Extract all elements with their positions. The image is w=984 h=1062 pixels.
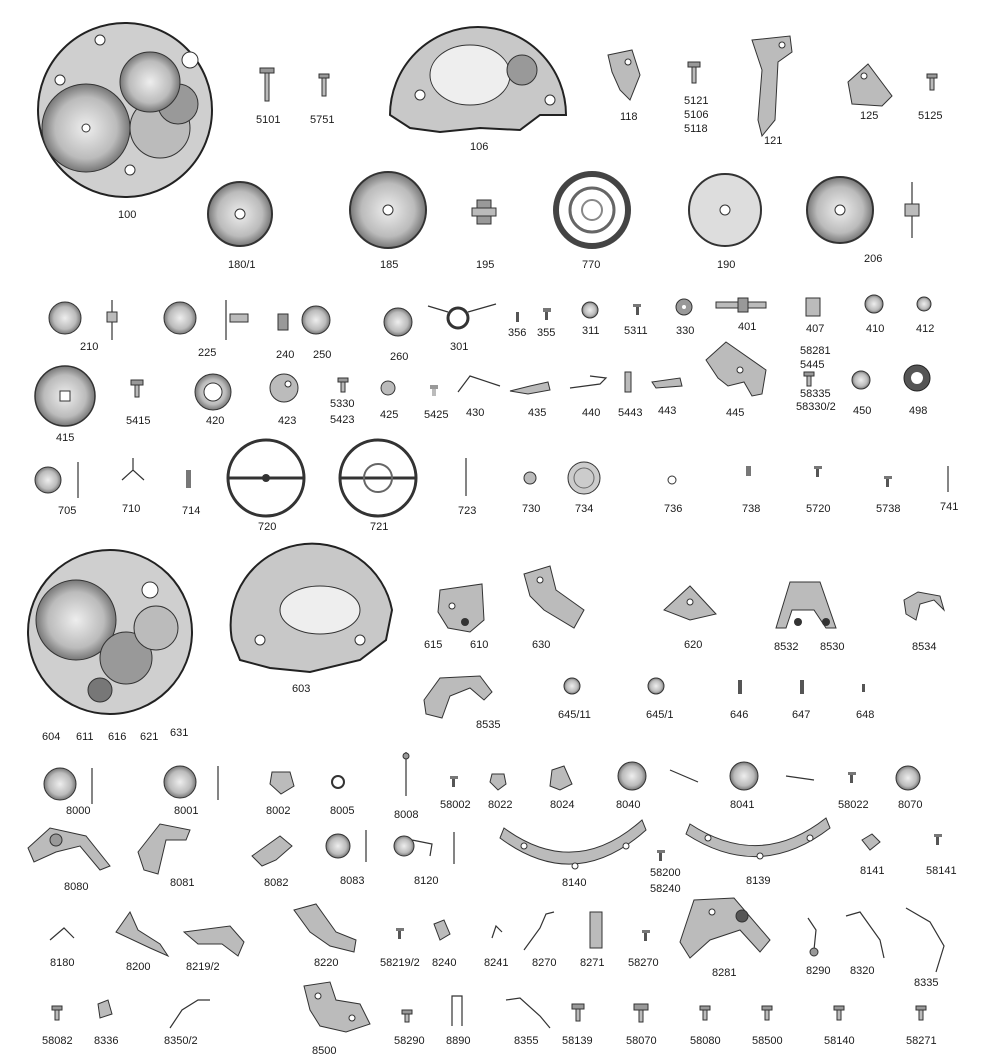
label-58271: 58271 — [906, 1035, 937, 1047]
part-710-pallet — [122, 458, 144, 480]
part-8080-lever — [28, 828, 110, 870]
part-705-escape-wheel — [35, 462, 78, 498]
label-8271: 8271 — [580, 957, 605, 969]
part-8336-plate — [98, 1000, 112, 1018]
label-58022: 58022 — [838, 799, 869, 811]
label-5106: 5106 — [684, 109, 709, 121]
label-58002: 58002 — [440, 799, 471, 811]
part-8001-wheel — [164, 766, 218, 800]
part-721-balance — [340, 440, 416, 516]
label-615: 615 — [424, 639, 443, 651]
label-498: 498 — [909, 405, 928, 417]
label-8532: 8532 — [774, 641, 799, 653]
label-260: 260 — [390, 351, 409, 363]
part-301-yoke — [428, 304, 496, 328]
label-8041: 8041 — [730, 799, 755, 811]
part-445-setting-lever — [706, 342, 766, 396]
part-498-ring — [904, 365, 930, 391]
part-5738-screw — [884, 476, 892, 487]
part-5311-screw — [633, 304, 641, 315]
label-8001: 8001 — [174, 805, 199, 817]
label-58270: 58270 — [628, 957, 659, 969]
label-410: 410 — [866, 323, 885, 335]
part-730-roller — [524, 472, 536, 484]
label-58500: 58500 — [752, 1035, 783, 1047]
label-631: 631 — [170, 727, 189, 739]
label-8200: 8200 — [126, 961, 151, 973]
part-734-hairspring — [568, 462, 600, 494]
label-210: 210 — [80, 341, 99, 353]
part-610-615-lever — [438, 584, 484, 632]
label-5330: 5330 — [330, 398, 355, 410]
label-616: 616 — [108, 731, 127, 743]
label-8141: 8141 — [860, 865, 885, 877]
part-8180-spring — [50, 928, 74, 940]
label-5423: 5423 — [330, 414, 355, 426]
part-5125-screw — [927, 74, 937, 90]
part-647-pin — [800, 680, 804, 694]
label-8530: 8530 — [820, 641, 845, 653]
part-8241-spring — [492, 926, 502, 938]
part-738-stud — [746, 466, 751, 476]
part-8240-click — [434, 920, 450, 940]
part-8350-2-spring — [170, 1000, 210, 1028]
part-5720-screw — [814, 466, 822, 477]
part-206-wheel — [807, 177, 919, 243]
part-195-arbor — [472, 200, 496, 224]
label-8180: 8180 — [50, 957, 75, 969]
part-603-chrono-bridge — [231, 544, 392, 672]
label-610: 610 — [470, 639, 489, 651]
label-8270: 8270 — [532, 957, 557, 969]
label-8281: 8281 — [712, 967, 737, 979]
label-8083: 8083 — [340, 875, 365, 887]
part-5425-screw — [430, 385, 438, 396]
part-356-pin — [516, 312, 519, 322]
label-648: 648 — [856, 709, 875, 721]
label-190: 190 — [717, 259, 736, 271]
label-450: 450 — [853, 405, 872, 417]
label-8000: 8000 — [66, 805, 91, 817]
part-412-wheel — [917, 297, 931, 311]
part-410-wheel — [865, 295, 883, 313]
label-8022: 8022 — [488, 799, 513, 811]
part-5101-screw — [260, 68, 274, 101]
part-8139-segment — [686, 818, 830, 859]
part-450-wheel — [852, 371, 870, 389]
part-630-lever — [524, 566, 584, 628]
part-430-spring — [458, 376, 500, 392]
label-412: 412 — [916, 323, 935, 335]
part-8000-wheel — [44, 768, 92, 804]
label-630: 630 — [532, 639, 551, 651]
label-440: 440 — [582, 407, 601, 419]
part-5751-screw — [319, 74, 329, 96]
label-8534: 8534 — [912, 641, 937, 653]
part-210-wheel — [49, 300, 117, 340]
label-710: 710 — [122, 503, 141, 515]
label-407: 407 — [806, 323, 825, 335]
label-58200: 58200 — [650, 867, 681, 879]
part-720-balance — [228, 440, 304, 516]
label-330: 330 — [676, 325, 695, 337]
part-58070-screw — [634, 1004, 648, 1022]
label-5443: 5443 — [618, 407, 643, 419]
part-58141-screw — [934, 834, 942, 845]
part-8530-bridge — [776, 582, 836, 628]
label-620: 620 — [684, 639, 703, 651]
label-730: 730 — [522, 503, 541, 515]
part-58002-screw — [450, 776, 458, 787]
part-5330-screw — [338, 378, 348, 392]
part-185-barrel — [350, 172, 426, 248]
part-8120-wheel — [394, 832, 454, 864]
label-355: 355 — [537, 327, 556, 339]
label-604: 604 — [42, 731, 61, 743]
part-118-lever — [608, 50, 640, 100]
part-8355-spring — [506, 998, 550, 1028]
label-714: 714 — [182, 505, 201, 517]
part-311-jewel — [582, 302, 598, 318]
part-8335-spring — [906, 908, 944, 972]
part-648-pin — [862, 684, 865, 692]
label-8355: 8355 — [514, 1035, 539, 1047]
label-8139: 8139 — [746, 875, 771, 887]
label-435: 435 — [528, 407, 547, 419]
part-5121-screw — [688, 62, 700, 83]
part-8022-heart — [490, 774, 506, 790]
label-250: 250 — [313, 349, 332, 361]
label-58330-2: 58330/2 — [796, 401, 836, 413]
label-58335: 58335 — [800, 388, 831, 400]
label-118: 118 — [620, 111, 638, 123]
label-58082: 58082 — [42, 1035, 73, 1047]
part-8271-lever — [590, 912, 602, 948]
part-8200-lever — [116, 912, 168, 956]
label-8290: 8290 — [806, 965, 831, 977]
part-125-click — [848, 64, 892, 106]
label-58219-2: 58219/2 — [380, 957, 420, 969]
part-420-wheel — [195, 374, 231, 410]
label-8120: 8120 — [414, 875, 439, 887]
part-58271-screw — [916, 1006, 926, 1020]
label-58290: 58290 — [394, 1035, 425, 1047]
label-705: 705 — [58, 505, 77, 517]
part-58270-screw — [642, 930, 650, 941]
part-8083-wheel — [326, 830, 366, 862]
label-603: 603 — [292, 683, 311, 695]
label-8535: 8535 — [476, 719, 501, 731]
part-58082-screw — [52, 1006, 62, 1020]
label-195: 195 — [476, 259, 495, 271]
label-121: 121 — [764, 135, 783, 147]
part-330-jewel — [676, 299, 692, 315]
label-58070: 58070 — [626, 1035, 657, 1047]
part-8008-staff — [403, 752, 409, 796]
part-423-wheel — [270, 374, 298, 402]
label-5101: 5101 — [256, 114, 281, 126]
part-646-pin — [738, 680, 742, 694]
label-445: 445 — [726, 407, 745, 419]
label-8500: 8500 — [312, 1045, 337, 1057]
label-356: 356 — [508, 327, 527, 339]
part-8081-lever — [138, 824, 190, 874]
label-423: 423 — [278, 415, 297, 427]
part-58022-screw — [848, 772, 856, 783]
label-8140: 8140 — [562, 877, 587, 889]
part-355-pin — [543, 308, 551, 320]
part-8141-click — [862, 834, 880, 850]
label-5118: 5118 — [684, 123, 708, 135]
part-620-lever — [664, 586, 716, 620]
part-100-main-plate — [38, 23, 212, 197]
label-5751: 5751 — [310, 114, 335, 126]
label-621: 621 — [140, 731, 159, 743]
label-125: 125 — [860, 110, 879, 122]
label-8040: 8040 — [616, 799, 641, 811]
part-8290-lever — [808, 918, 818, 956]
part-8024-heart — [550, 766, 572, 790]
part-106-bridge — [390, 27, 566, 132]
label-738: 738 — [742, 503, 761, 515]
label-58240: 58240 — [650, 883, 681, 895]
part-58500-screw — [762, 1006, 772, 1020]
label-8240: 8240 — [432, 957, 457, 969]
label-58139: 58139 — [562, 1035, 593, 1047]
label-770: 770 — [582, 259, 601, 271]
label-8220: 8220 — [314, 957, 339, 969]
label-8080: 8080 — [64, 881, 89, 893]
part-8070-wheel — [896, 766, 920, 790]
label-8081: 8081 — [170, 877, 195, 889]
label-225: 225 — [198, 347, 217, 359]
label-8336: 8336 — [94, 1035, 119, 1047]
label-8219-2: 8219/2 — [186, 961, 220, 973]
label-58080: 58080 — [690, 1035, 721, 1047]
label-401: 401 — [738, 321, 757, 333]
part-8041-wheel — [730, 762, 814, 790]
label-8082: 8082 — [264, 877, 289, 889]
part-58140-screw — [834, 1006, 844, 1020]
part-415-wheel — [35, 366, 95, 426]
label-5720: 5720 — [806, 503, 831, 515]
label-8890: 8890 — [446, 1035, 471, 1047]
label-443: 443 — [658, 405, 677, 417]
label-720: 720 — [258, 521, 277, 533]
label-5425: 5425 — [424, 409, 449, 421]
part-250-wheel — [302, 306, 330, 334]
part-225-wheel — [164, 300, 248, 340]
part-443-click — [652, 378, 682, 388]
label-5738: 5738 — [876, 503, 901, 515]
part-8890-clip — [452, 996, 462, 1026]
label-430: 430 — [466, 407, 485, 419]
label-58140: 58140 — [824, 1035, 855, 1047]
part-604-chrono-plate — [28, 550, 192, 714]
part-8281-bridge — [680, 898, 770, 958]
label-420: 420 — [206, 415, 225, 427]
label-723: 723 — [458, 505, 477, 517]
part-180-1-barrel — [208, 182, 272, 246]
part-5443-screw — [625, 372, 631, 392]
label-5311: 5311 — [624, 325, 648, 337]
label-58141: 58141 — [926, 865, 957, 877]
label-646: 646 — [730, 709, 749, 721]
part-714-pin — [186, 470, 191, 488]
part-435-lever — [510, 382, 550, 394]
part-121-lever — [752, 36, 792, 136]
label-311: 311 — [582, 325, 600, 337]
part-260-wheel — [384, 308, 412, 336]
part-401-stem — [716, 298, 766, 312]
label-741: 741 — [940, 501, 959, 513]
label-206: 206 — [864, 253, 883, 265]
part-736-collet — [668, 476, 676, 484]
part-770-mainspring — [556, 174, 628, 246]
label-180-1: 180/1 — [228, 259, 256, 271]
label-240: 240 — [276, 349, 295, 361]
label-736: 736 — [664, 503, 683, 515]
label-8005: 8005 — [330, 805, 355, 817]
part-8040-wheel — [618, 762, 698, 790]
part-58200-screw — [657, 850, 665, 861]
label-5445: 5445 — [800, 359, 825, 371]
part-8002-heart — [270, 772, 294, 794]
part-58139-screw — [572, 1004, 584, 1021]
part-8500-bridge — [304, 982, 370, 1032]
label-8070: 8070 — [898, 799, 923, 811]
label-611: 611 — [76, 731, 94, 743]
part-190-barrel-cover — [689, 174, 761, 246]
part-8270-spring — [524, 912, 554, 950]
part-425-jewel — [381, 381, 395, 395]
label-647: 647 — [792, 709, 811, 721]
label-645-11: 645/11 — [558, 709, 591, 721]
part-8320-spring — [846, 912, 884, 958]
part-8219-2-lever — [184, 926, 244, 956]
label-185: 185 — [380, 259, 399, 271]
part-5415-screw — [131, 380, 143, 397]
label-645-1: 645/1 — [646, 709, 674, 721]
label-8002: 8002 — [266, 805, 291, 817]
label-425: 425 — [380, 409, 399, 421]
label-8350-2: 8350/2 — [164, 1035, 198, 1047]
part-58290-screw — [402, 1010, 412, 1022]
part-645-1-wheel — [648, 678, 664, 694]
label-8241: 8241 — [484, 957, 509, 969]
part-645-11-wheel — [564, 678, 580, 694]
label-5121: 5121 — [684, 95, 709, 107]
part-8534-lever — [904, 592, 944, 620]
part-240-pinion — [278, 314, 288, 330]
part-407-clutch — [806, 298, 820, 316]
part-8535-lever — [424, 676, 492, 718]
label-5415: 5415 — [126, 415, 151, 427]
part-58219-2-screw — [396, 928, 404, 939]
label-5125: 5125 — [918, 110, 943, 122]
part-58080-screw — [700, 1006, 710, 1020]
label-8335: 8335 — [914, 977, 939, 989]
part-8220-lever — [294, 904, 356, 952]
label-58281: 58281 — [800, 345, 831, 357]
label-721: 721 — [370, 521, 389, 533]
label-8320: 8320 — [850, 965, 875, 977]
part-8005-ring — [332, 776, 344, 788]
label-8008: 8008 — [394, 809, 419, 821]
label-415: 415 — [56, 432, 75, 444]
label-106: 106 — [470, 141, 489, 153]
part-8140-segment — [500, 820, 646, 869]
part-440-spring — [570, 376, 606, 388]
part-8082-lever — [252, 836, 292, 866]
label-8024: 8024 — [550, 799, 575, 811]
part-58281-screw — [804, 372, 814, 386]
label-100: 100 — [118, 209, 137, 221]
label-734: 734 — [575, 503, 594, 515]
label-301: 301 — [450, 341, 469, 353]
